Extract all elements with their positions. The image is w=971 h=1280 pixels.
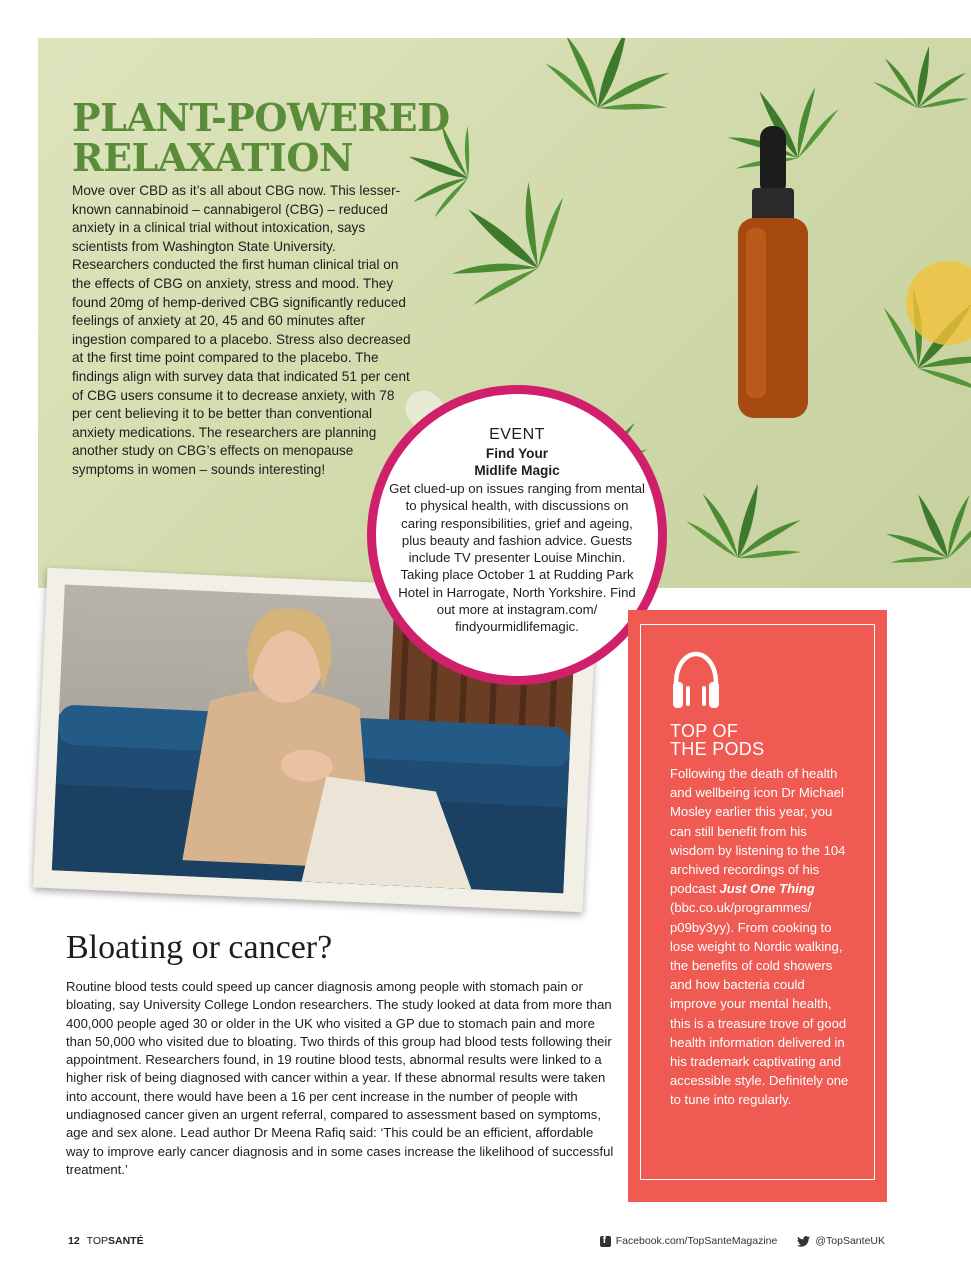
pods-body — [670, 764, 850, 1110]
page-number: 12 — [68, 1235, 80, 1247]
event-callout — [367, 385, 667, 685]
event-label: EVENT — [489, 426, 545, 443]
relaxation-article-body: Move over CBD as it’s all about CBG now. This lesser-known cannabinoid – cannabigerol (CBG) – reduced anxiety in a clinical trial without intoxication, says scientists from Washington State University. Researchers conducted the first human clinical trial on the effects of CBG on anxiety, stress and mood. They found 20mg of hemp-derived CBG significantly reduced feelings of anxiety at 20, 45 and 60 minutes after ingestion compared to a placebo. Stress also decreased at the first time point compared to the placebo. The findings align with survey data that indicated 51 per cent of CBG users consume it to decrease anxiety, with 78 per cent believing it to be better than conventional anxiety medications. The researchers are planning another study on CBG’s effects on menopause symptoms in women – sounds interesting! — [72, 183, 411, 477]
event-title-line-2: Midlife Magic — [474, 463, 560, 478]
event-title-line-1: Find Your — [485, 446, 549, 461]
event-body: Get clued-up on issues ranging from mental to physical health, with discussions on caring responsibilities, grief and ageing, plus beauty and fashion advice. Guests include TV presenter Louise Minchin. Taking place October 1 at Rudding Park Hotel in Harrogate, North Yorkshire. Find out more at instagram.com/ findyourmidlifemagic. — [389, 481, 645, 635]
headline-line-2: RELAXATION — [72, 135, 354, 180]
pods-body-intro: Following the death of health and wellbeing icon Dr Michael Mosley earlier this year, you can still benefit from his wisdom by listening to the 104 archived recordings of his podcast — [670, 766, 846, 897]
magazine-name-sante: SANTÉ — [108, 1235, 144, 1247]
twitter-bird-icon — [797, 1236, 810, 1247]
bloating-article-body: Routine blood tests could speed up cancer diagnosis among people with stomach pain or bloating, say University College London researchers. The study looked at data from more than 400,000 people aged 30 or older in the UK who visited a GP due to stomach pain and more than 50,000 who visited due to bloating. Two thirds of this group had blood tests following their appointment. Researchers found, in 19 routine blood tests, abnormal results were linked to a higher risk of being diagnosed with cancer within a year. If these abnormal results were taken into account, there would have been a 16 per cent increase in the number of people with undiagnosed cancer given an urgent referral, compared to assessment based on symptoms, age and sex alone. Lead author Dr Meena Rafiq said: ‘This could be an efficient, affordable way to improve early cancer diagnosis and in some cases increase the likelihood of successful treatment.’ — [66, 979, 614, 1177]
facebook-link[interactable]: Facebook.com/TopSanteMagazine — [615, 1235, 778, 1247]
headphones-icon — [670, 650, 722, 710]
page-footer-left — [68, 1235, 144, 1247]
page-headline — [72, 95, 450, 180]
pods-title-line-1: TOP OF — [670, 721, 739, 741]
podcast-name: Just One Thing — [719, 881, 815, 897]
event-title — [388, 445, 646, 479]
top-of-the-pods-box — [628, 610, 887, 1202]
twitter-handle[interactable]: @TopSanteUK — [815, 1235, 885, 1247]
bloating-article-title: Bloating or cancer? — [66, 929, 333, 966]
magazine-name-top: TOP — [86, 1235, 109, 1247]
pods-title-line-2: THE PODS — [670, 739, 765, 759]
pods-title — [670, 722, 764, 758]
page-footer-social — [600, 1235, 885, 1247]
headline-line-1: PLANT-POWERED — [72, 95, 450, 140]
pods-body-rest: (bbc.co.uk/programmes/ p09by3yy). From cooking to lose weight to Nordic walking, the benefits of cold showers and how bacteria could improve your mental health, this is a treasure trove of good health information delivered in his trademark captivating and accessible style. Definitely one to tune into regularly. — [670, 900, 849, 1108]
facebook-icon — [600, 1236, 611, 1247]
